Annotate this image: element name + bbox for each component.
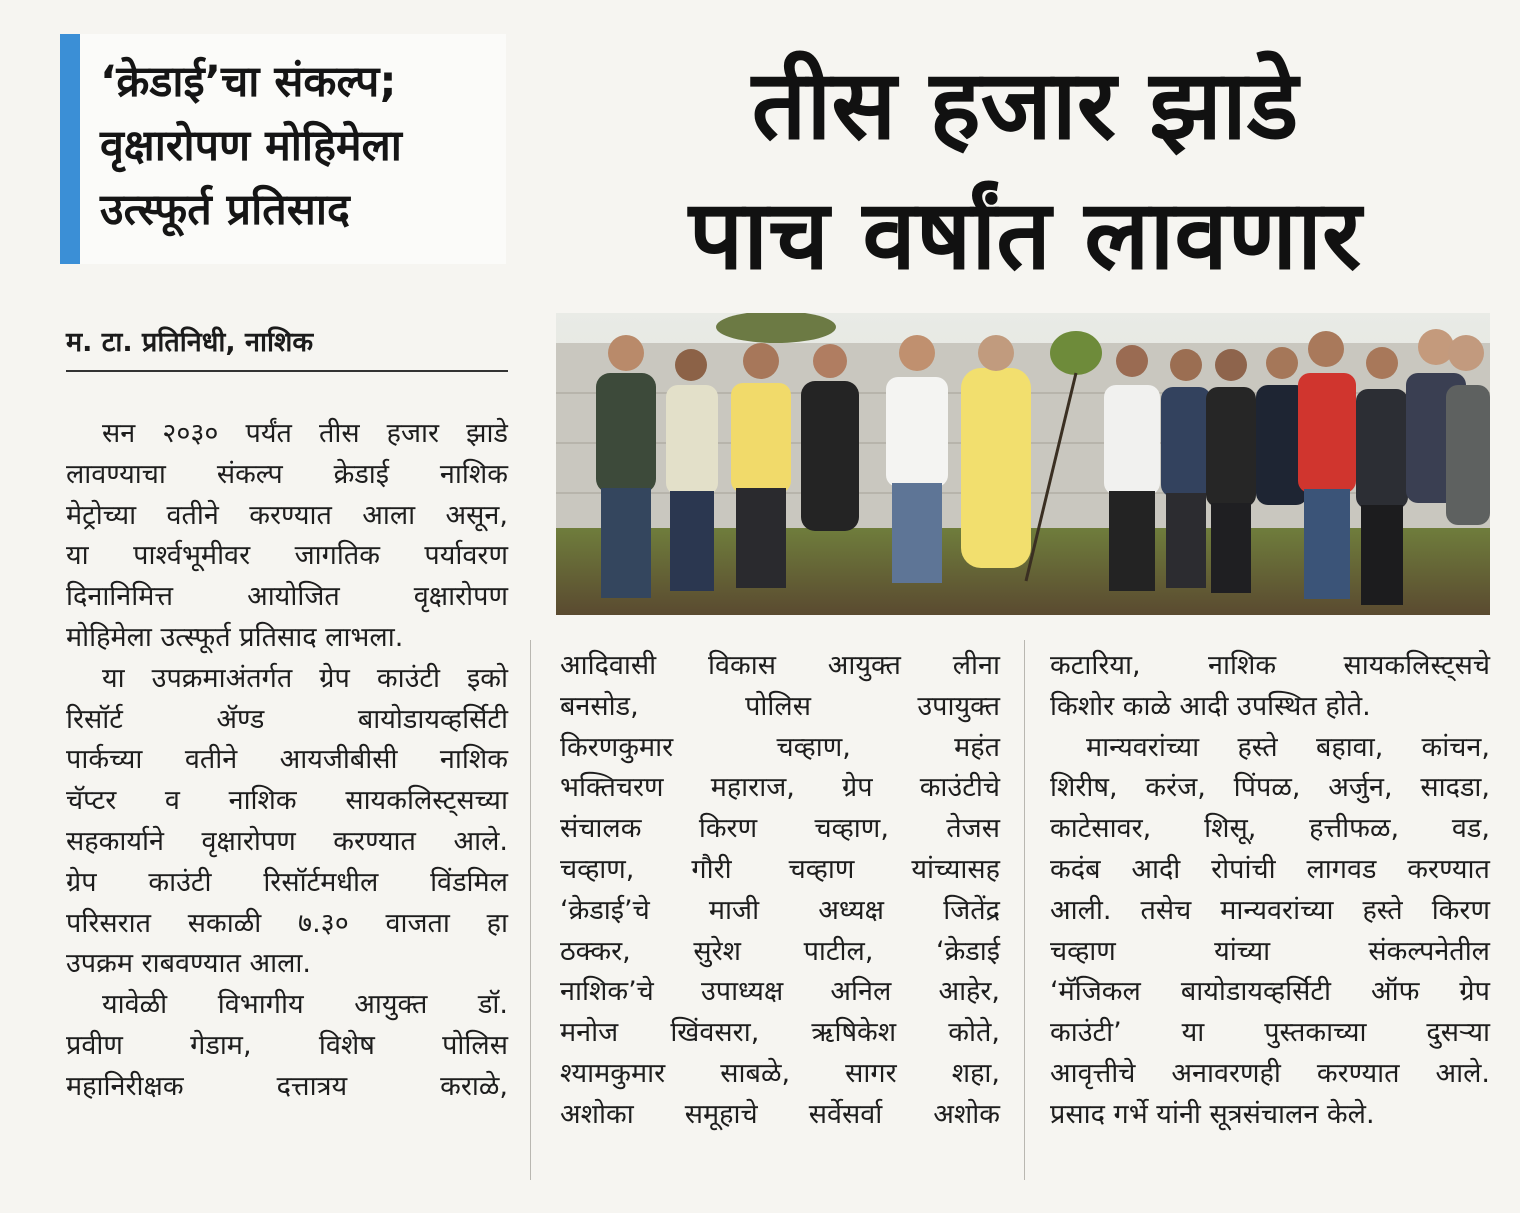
paragraph-line: उपक्रम राबवण्यात आला. [66,948,311,980]
group-photo-tree-planting-icon [556,313,1490,615]
paragraph-line: संचालक किरण चव्हाण, तेजस [560,813,1000,845]
paragraph-line: नाशिक’चे उपाध्यक्ष अनिल आहेर, [560,976,1000,1008]
paragraph-line: चॅप्टर व नाशिक सायकलिस्ट्सच्या [66,785,508,817]
paragraph-line: किशोर काळे आदी उपस्थित होते. [1050,690,1371,722]
paragraph-line: या पार्श्वभूमीवर जागतिक पर्यावरण [66,540,508,572]
kicker-text [100,50,500,242]
paragraph-line: अशोका समूहाचे सर्वेसर्वा अशोक [560,1098,1000,1130]
paragraph-line: प्रवीण गेडाम, विशेष पोलिस [66,1029,508,1061]
kicker-line: वृक्षारोपण मोहिमेला [100,121,402,171]
headline [560,40,1490,300]
paragraph-line: ठक्कर, सुरेश पाटील, ‘क्रेडाई [560,935,1000,967]
byline-divider [66,370,508,372]
paragraph-line: सहकार्याने वृक्षारोपण करण्यात आले. [66,825,508,857]
paragraph-line: कटारिया, नाशिक सायकलिस्ट्सचे [1050,650,1490,681]
paragraph-line: प्रसाद गर्भे यांनी सूत्रसंचालन केले. [1050,1098,1375,1130]
paragraph-line: आली. तसेच मान्यवरांच्या हस्ते किरण [1050,894,1490,926]
kicker-box [60,34,506,264]
article-column-1 [66,414,508,1108]
paragraph-line: ‘क्रेडाई’चे माजी अध्यक्ष जितेंद्र [560,894,1000,926]
paragraph-line: भक्तिचरण महाराज, ग्रेप काउंटीचे [560,772,1000,804]
paragraph-line: काउंटी’ या पुस्तकाच्या दुसऱ्या [1050,1017,1490,1049]
paragraph-line: दिनानिमित्त आयोजित वृक्षारोपण [66,581,508,613]
paragraph-line: कदंब आदी रोपांची लागवड करण्यात [1050,853,1490,885]
paragraph-line: चव्हाण, गौरी चव्हाण यांच्यासह [560,853,1000,885]
kicker-line: ‘क्रेडाई’चा संकल्प; [100,57,397,107]
paragraph-line: श्यामकुमार साबळे, सागर शहा, [560,1057,1000,1089]
paragraph-line: ग्रेप काउंटी रिसॉर्टमधील विंडमिल [66,866,508,898]
article-column-3 [1050,646,1490,1136]
kicker-line: उत्स्फूर्त प्रतिसाद [100,185,350,235]
paragraph-line: सन २०३० पर्यंत तीस हजार झाडे [102,418,508,449]
paragraph-line: लावण्याचा संकल्प क्रेडाई नाशिक [66,458,508,490]
paragraph-line: आवृत्तीचे अनावरणही करण्यात आले. [1050,1057,1490,1089]
paragraph-line: रिसॉर्ट ॲण्ड बायोडायव्हर्सिटी [66,703,508,735]
paragraph-line: मेट्रोच्या वतीने करण्यात आला असून, [66,499,508,531]
paragraph-line: किरणकुमार चव्हाण, महंत [560,731,1000,763]
column-divider [1024,640,1025,1180]
paragraph-line: यावेळी विभागीय आयुक्त डॉ. [102,989,508,1021]
paragraph-line: चव्हाण यांच्या संकल्पनेतील [1050,935,1490,967]
paragraph-line: पार्कच्या वतीने आयजीबीसी नाशिक [66,744,508,776]
paragraph-line: या उपक्रमाअंतर्गत ग्रेप काउंटी इको [102,662,508,694]
article-column-2 [560,646,1000,1136]
paragraph-line: बनसोड, पोलिस उपायुक्त [560,690,1000,722]
paragraph-line: परिसरात सकाळी ७.३० वाजता हा [66,907,508,939]
group-photo [556,313,1490,615]
kicker-accent-bar [60,34,80,264]
headline-line: पाच वर्षांत लावणार [688,179,1362,291]
headline-line: तीस हजार झाडे [751,49,1299,161]
paragraph-line: ‘मॅजिकल बायोडायव्हर्सिटी ऑफ ग्रेप [1050,976,1490,1008]
paragraph-line: मोहिमेला उत्स्फूर्त प्रतिसाद लाभला. [66,621,404,653]
paragraph-line: मनोज खिंवसरा, ऋषिकेश कोते, [560,1017,1000,1049]
paragraph-line: महानिरीक्षक दत्तात्रय कराळे, [66,1070,508,1102]
paragraph-line: मान्यवरांच्या हस्ते बहावा, कांचन, [1086,731,1490,763]
paragraph-line: आदिवासी विकास आयुक्त लीना [560,650,1000,681]
byline: म. टा. प्रतिनिधी, नाशिक [66,327,314,358]
paragraph-line: शिरीष, करंज, पिंपळ, अर्जुन, सादडा, [1050,772,1490,804]
column-divider [530,640,531,1180]
paragraph-line: काटेसावर, शिसू, हत्तीफळ, वड, [1050,813,1490,845]
